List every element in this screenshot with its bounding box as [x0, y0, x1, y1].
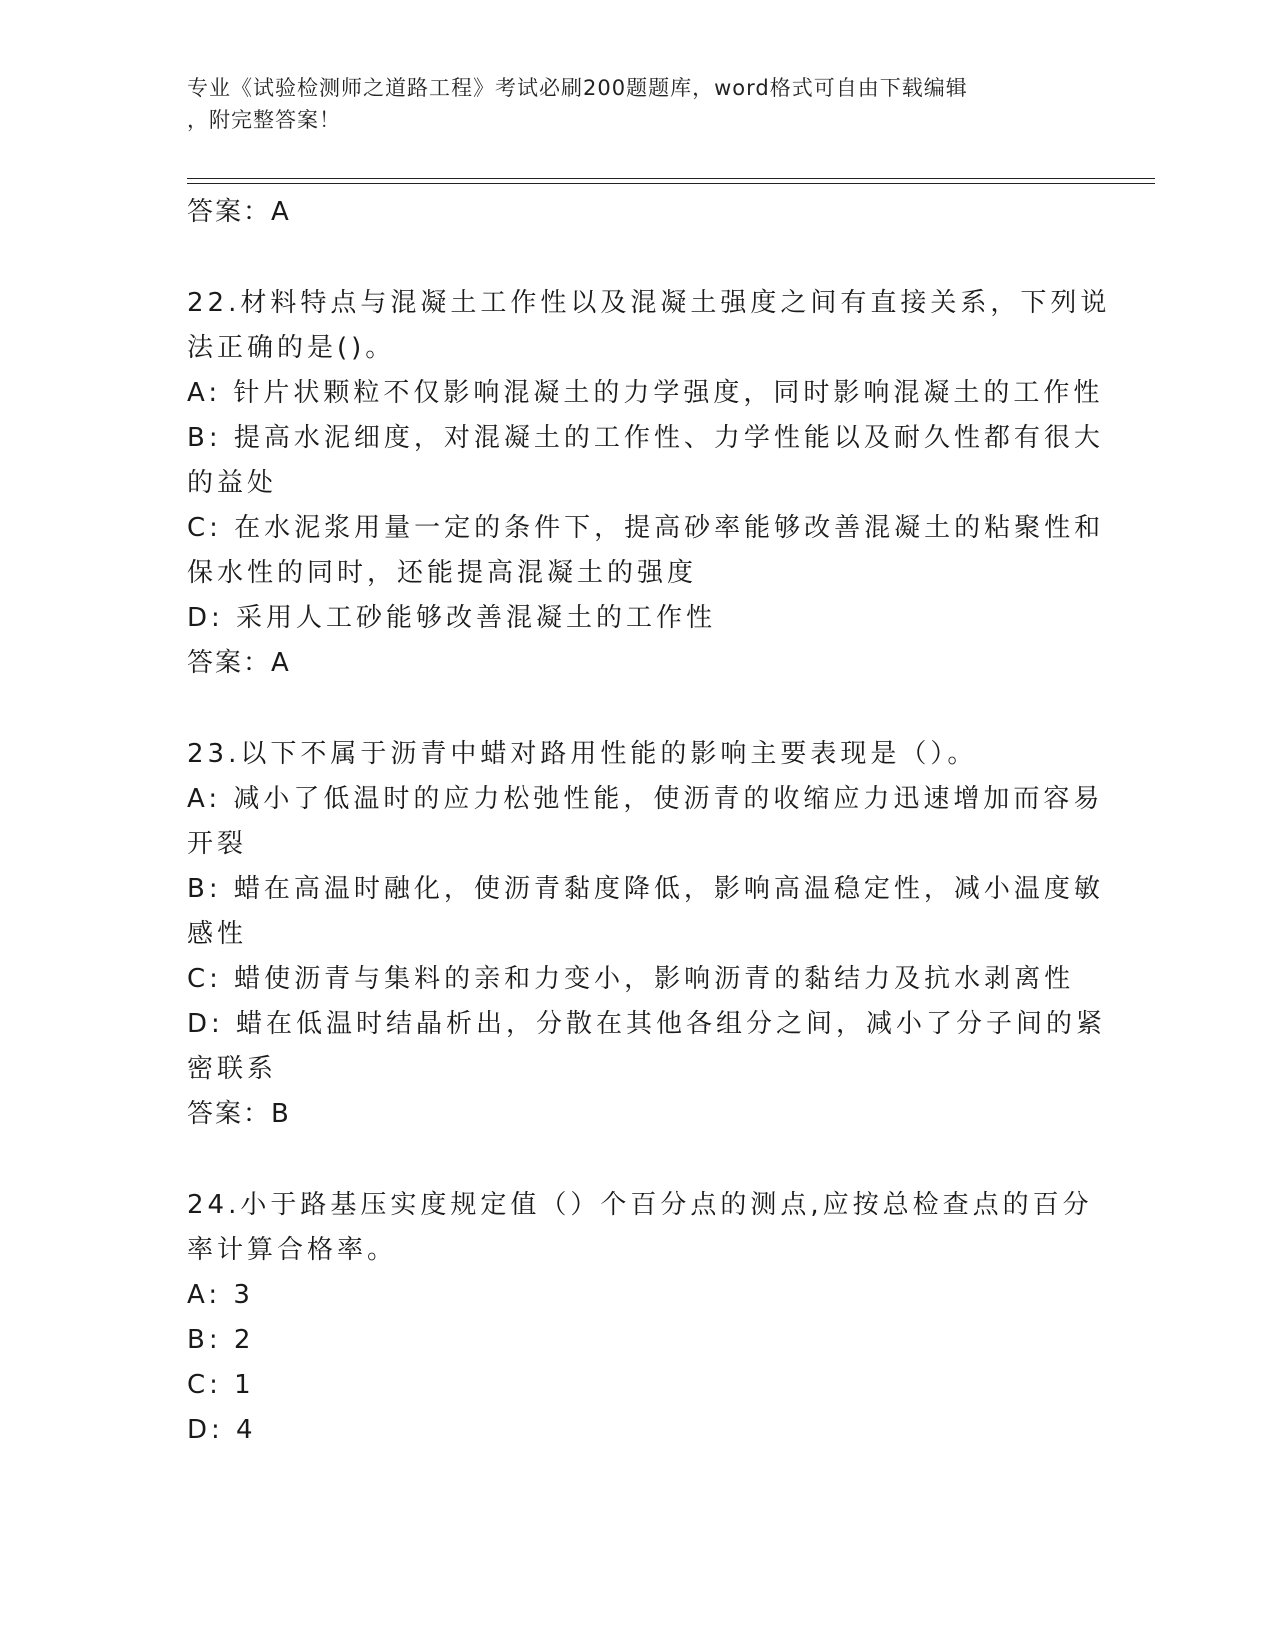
question-22 — [187, 281, 1111, 686]
option-b: B: 2 — [187, 1325, 255, 1355]
option-c: C: 在水泥浆用量一定的条件下，提高砂率能够改善混凝土的粘聚性和 — [187, 513, 1105, 543]
option-b: B: 蜡在高温时融化，使沥青黏度降低，影响高温稳定性，减小温度敏 — [187, 874, 1104, 904]
header-line-2: ，附完整答案！ — [187, 108, 341, 132]
header-line-1: 专业《试验检测师之道路工程》考试必刷200题题库，word格式可自由下载编辑 — [187, 76, 968, 100]
option-d-cont: 密联系 — [187, 1054, 278, 1084]
option-a-cont: 开裂 — [187, 829, 248, 859]
option-b-cont: 的益处 — [187, 468, 278, 498]
previous-answer: 答案：A — [187, 197, 291, 227]
option-c: C: 蜡使沥青与集料的亲和力变小，影响沥青的黏结力及抗水剥离性 — [187, 964, 1075, 994]
option-d: D: 采用人工砂能够改善混凝土的工作性 — [187, 603, 717, 633]
question-23 — [187, 732, 1107, 1137]
answer: 答案：B — [187, 1099, 291, 1129]
option-a: A: 针片状颗粒不仅影响混凝土的力学强度，同时影响混凝土的工作性 — [187, 378, 1104, 408]
spacer — [187, 686, 1087, 732]
option-c-cont: 保水性的同时，还能提高混凝土的强度 — [187, 558, 698, 588]
question-stem: 法正确的是()。 — [187, 333, 396, 363]
question-stem: 23.以下不属于沥青中蜡对路用性能的影响主要表现是（）。 — [187, 739, 978, 769]
question-list — [187, 190, 1111, 1453]
question-24 — [187, 1183, 1093, 1453]
option-d: D: 蜡在低温时结晶析出，分散在其他各组分之间，减小了分子间的紧 — [187, 1009, 1107, 1039]
spacer — [187, 1137, 1087, 1183]
document-header — [187, 72, 1067, 136]
option-a: A: 3 — [187, 1280, 254, 1310]
question-stem: 22.材料特点与混凝土工作性以及混凝土强度之间有直接关系，下列说 — [187, 288, 1111, 318]
question-stem: 24.小于路基压实度规定值（）个百分点的测点,应按总检查点的百分 — [187, 1190, 1093, 1220]
answer: 答案：A — [187, 648, 291, 678]
option-c: C: 1 — [187, 1370, 255, 1400]
spacer — [187, 235, 1087, 281]
option-b-cont: 感性 — [187, 919, 248, 949]
header-divider — [187, 178, 1155, 184]
option-d: D: 4 — [187, 1415, 257, 1445]
option-b: B: 提高水泥细度，对混凝土的工作性、力学性能以及耐久性都有很大 — [187, 423, 1104, 453]
question-stem: 率计算合格率。 — [187, 1235, 398, 1265]
option-a: A: 减小了低温时的应力松弛性能，使沥青的收缩应力迅速增加而容易 — [187, 784, 1104, 814]
